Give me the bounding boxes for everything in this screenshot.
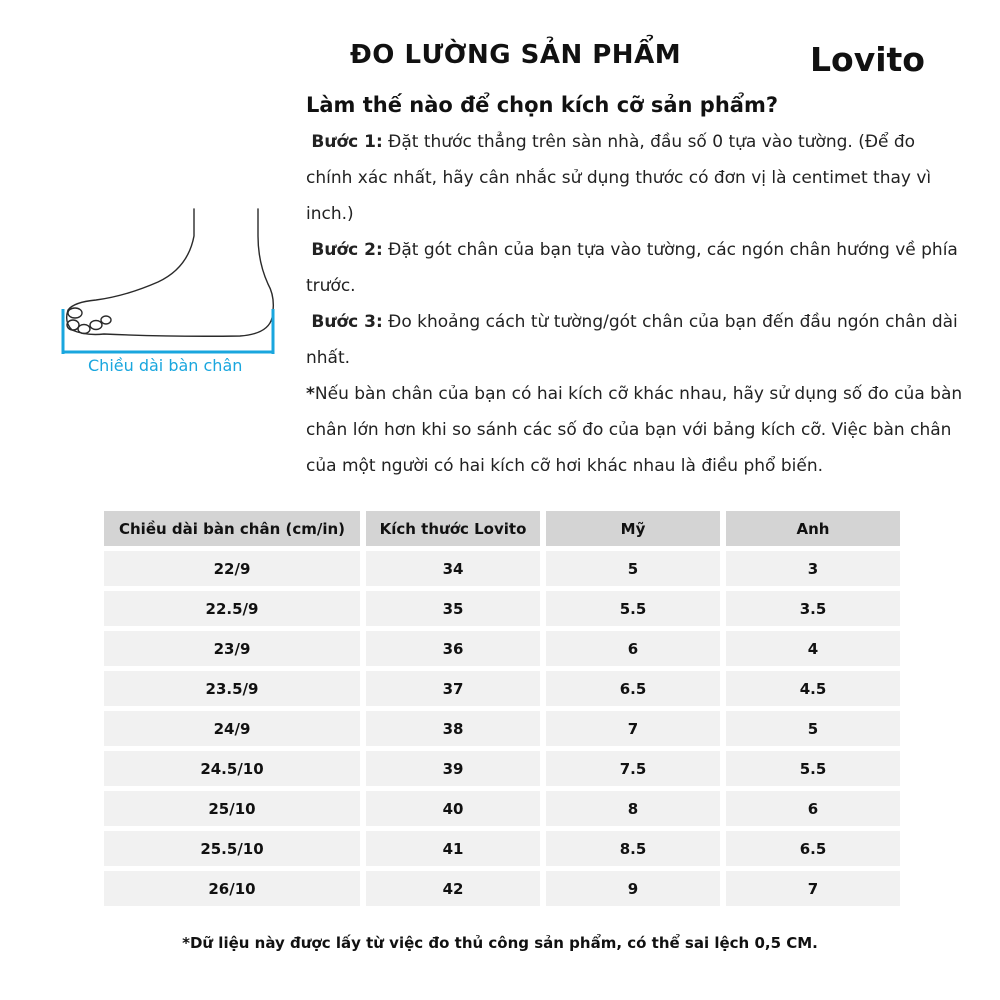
- measure-bracket: [63, 309, 273, 354]
- size-chart-table: [98, 506, 906, 911]
- cell-us-size: 9: [546, 871, 720, 906]
- cell-uk-size: 4.5: [726, 671, 900, 706]
- cell-uk-size: 6: [726, 791, 900, 826]
- cell-foot-length: 26/10: [104, 871, 360, 906]
- cell-us-size: 5.5: [546, 591, 720, 626]
- step-3-label: Bước 3:: [311, 312, 383, 332]
- cell-lovito-size: 37: [366, 671, 540, 706]
- cell-us-size: 7.5: [546, 751, 720, 786]
- table-row: [104, 831, 900, 866]
- brand-logo: Lovito: [810, 40, 925, 79]
- table-row: [104, 871, 900, 906]
- column-header-uk-size: Anh: [726, 511, 900, 546]
- cell-uk-size: 5: [726, 711, 900, 746]
- cell-uk-size: 5.5: [726, 751, 900, 786]
- toe-1: [68, 308, 82, 318]
- step-3: [306, 304, 966, 376]
- table-row: [104, 751, 900, 786]
- cell-foot-length: 22.5/9: [104, 591, 360, 626]
- step-3-text: Đo khoảng cách từ tường/gót chân của bạn đến đầu ngón chân dài nhất.: [306, 312, 958, 368]
- step-2-label: Bước 2:: [311, 240, 383, 260]
- cell-lovito-size: 41: [366, 831, 540, 866]
- toe-3: [78, 325, 90, 334]
- cell-uk-size: 3: [726, 551, 900, 586]
- page-title: ĐO LƯỜNG SẢN PHẨM: [350, 40, 682, 70]
- guide-note-text: Nếu bàn chân của bạn có hai kích cỡ khác nhau, hãy sử dụng số đo của bàn chân lớn hơn khi so sánh các số đo của bạn với bảng kích cỡ. Việc bàn chân của một người có hai kích cỡ hơi khác nhau là điều phổ biến.: [306, 384, 963, 476]
- foot-outline: [67, 209, 274, 336]
- column-header-lovito-size: Kích thước Lovito: [366, 511, 540, 546]
- guide-note: [306, 376, 966, 484]
- step-1-text: Đặt thước thẳng trên sàn nhà, đầu số 0 tựa vào tường. (Để đo chính xác nhất, hãy cân nhắc sử dụng thước có đơn vị là centimet thay vì inch.): [306, 132, 932, 224]
- cell-lovito-size: 38: [366, 711, 540, 746]
- cell-lovito-size: 35: [366, 591, 540, 626]
- cell-lovito-size: 34: [366, 551, 540, 586]
- cell-us-size: 8: [546, 791, 720, 826]
- column-header-foot-length: Chiều dài bàn chân (cm/in): [104, 511, 360, 546]
- cell-lovito-size: 36: [366, 631, 540, 666]
- table-row: [104, 671, 900, 706]
- cell-us-size: 6: [546, 631, 720, 666]
- cell-foot-length: 23.5/9: [104, 671, 360, 706]
- cell-uk-size: 7: [726, 871, 900, 906]
- table-row: [104, 711, 900, 746]
- footer-note: *Dữ liệu này được lấy từ việc đo thủ công sản phẩm, có thể sai lệch 0,5 CM.: [182, 934, 818, 952]
- step-1-label: Bước 1:: [311, 132, 383, 152]
- cell-foot-length: 24.5/10: [104, 751, 360, 786]
- step-2-text: Đặt gót chân của bạn tựa vào tường, các ngón chân hướng về phía trước.: [306, 240, 958, 296]
- cell-foot-length: 25/10: [104, 791, 360, 826]
- cell-foot-length: 24/9: [104, 711, 360, 746]
- cell-us-size: 6.5: [546, 671, 720, 706]
- cell-foot-length: 23/9: [104, 631, 360, 666]
- cell-uk-size: 6.5: [726, 831, 900, 866]
- column-header-us-size: Mỹ: [546, 511, 720, 546]
- cell-uk-size: 4: [726, 631, 900, 666]
- cell-us-size: 8.5: [546, 831, 720, 866]
- cell-lovito-size: 42: [366, 871, 540, 906]
- cell-foot-length: 25.5/10: [104, 831, 360, 866]
- table-row: [104, 631, 900, 666]
- measure-guide: [306, 124, 966, 484]
- step-2: [306, 232, 966, 304]
- guide-heading: Làm thế nào để chọn kích cỡ sản phẩm?: [306, 93, 779, 117]
- cell-us-size: 7: [546, 711, 720, 746]
- toe-4: [90, 321, 102, 330]
- toe-5: [101, 316, 111, 324]
- foot-length-label: Chiều dài bàn chân: [88, 356, 243, 375]
- table-row: [104, 591, 900, 626]
- table-row: [104, 791, 900, 826]
- table-row: [104, 551, 900, 586]
- step-1: [306, 124, 966, 232]
- guide-note-mark: *: [306, 384, 315, 404]
- cell-lovito-size: 39: [366, 751, 540, 786]
- cell-lovito-size: 40: [366, 791, 540, 826]
- table-header-row: [104, 511, 900, 546]
- cell-uk-size: 3.5: [726, 591, 900, 626]
- cell-foot-length: 22/9: [104, 551, 360, 586]
- cell-us-size: 5: [546, 551, 720, 586]
